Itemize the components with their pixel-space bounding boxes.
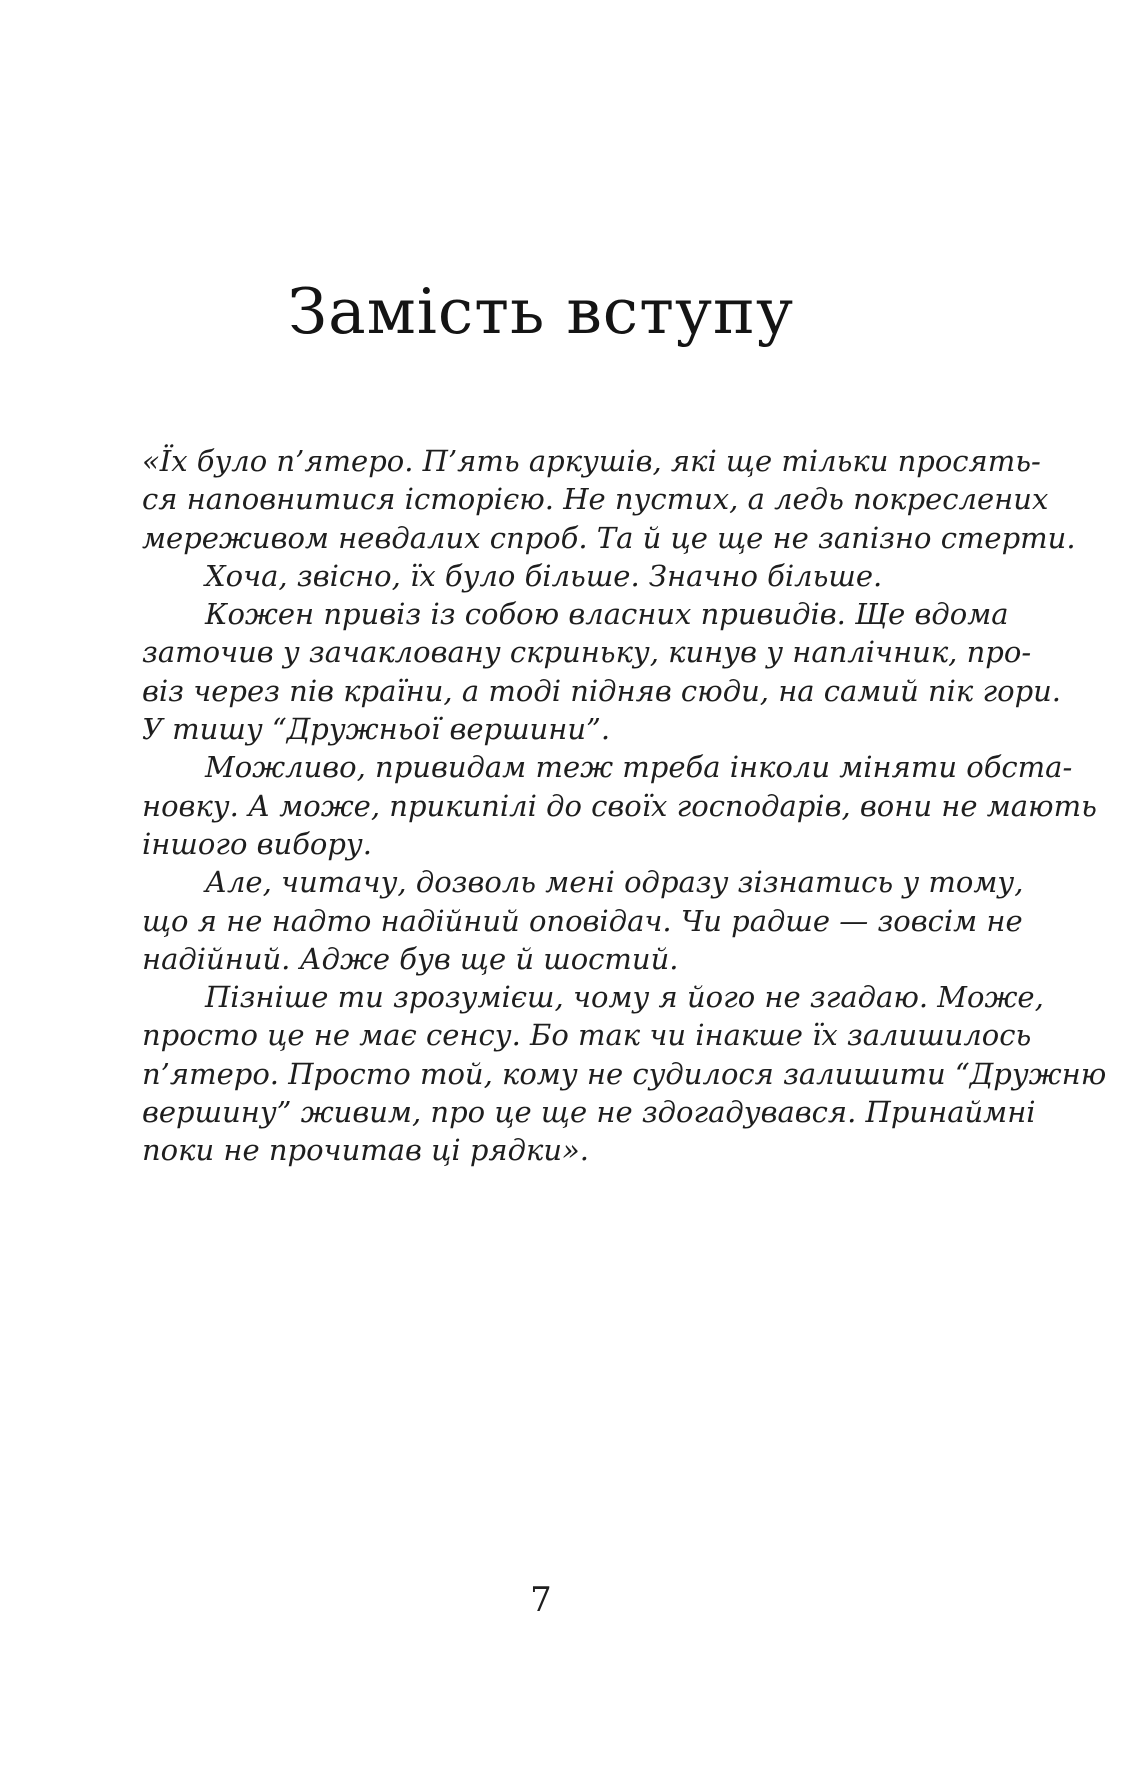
text-line: просто це не має сенсу. Бо так чи інакше їх залишилось — [142, 1018, 1032, 1053]
paragraph — [142, 748, 1097, 863]
text-line: мереживом невдалих спроб. Та й це ще не запізно стерти. — [142, 520, 1076, 555]
text-line: іншого вибору. — [142, 826, 372, 861]
text-line: Можливо, привидам теж треба інколи міняти обста- — [205, 750, 1073, 785]
text-line: поки не прочитав ці рядки». — [142, 1133, 589, 1168]
paragraph — [142, 863, 1024, 978]
text-line: вершину” живим, про це ще не здогадувався. Принаймні — [142, 1095, 1036, 1130]
text-line: Кожен привіз із собою власних привидів. Ще вдома — [205, 597, 1009, 632]
text-line: Хоча, звісно, їх було більше. Значно більше. — [205, 558, 883, 593]
text-line: «Їх було п’ятеро. П’ять аркушів, які ще тільки просять- — [142, 444, 1041, 478]
chapter-title: Замість вступу — [287, 275, 795, 349]
paragraph — [142, 595, 1062, 748]
text-line: ся наповнитися історією. Не пустих, а ледь покреслених — [142, 482, 1049, 517]
text-line: новку. А може, прикипілі до своїх господарів, вони не мають — [142, 788, 1097, 823]
body-text — [142, 442, 1107, 1170]
text-line: У тишу “Дружньої вершини”. — [142, 712, 611, 747]
text-line: що я не надто надійний оповідач. Чи радше — зовсім не — [142, 903, 1023, 938]
text-line: надійний. Адже був ще й шостий. — [142, 941, 679, 976]
paragraph — [142, 978, 1107, 1169]
page-number: 7 — [530, 1580, 552, 1620]
text-line: п’ятеро. Просто той, кому не судилося залишити “Дружню — [142, 1056, 1107, 1091]
paragraph — [142, 557, 940, 595]
text-line: Але, читачу, дозволь мені одразу зізнатись у тому, — [205, 865, 1024, 900]
text-line: заточив у зачакловану скриньку, кинув у наплічник, про- — [142, 635, 1032, 670]
paragraph — [142, 442, 1076, 557]
text-line: віз через пів країни, а тоді підняв сюди, на самий пік гори. — [142, 673, 1062, 708]
text-line: Пізніше ти зрозумієш, чому я його не згадаю. Може, — [205, 980, 1044, 1015]
